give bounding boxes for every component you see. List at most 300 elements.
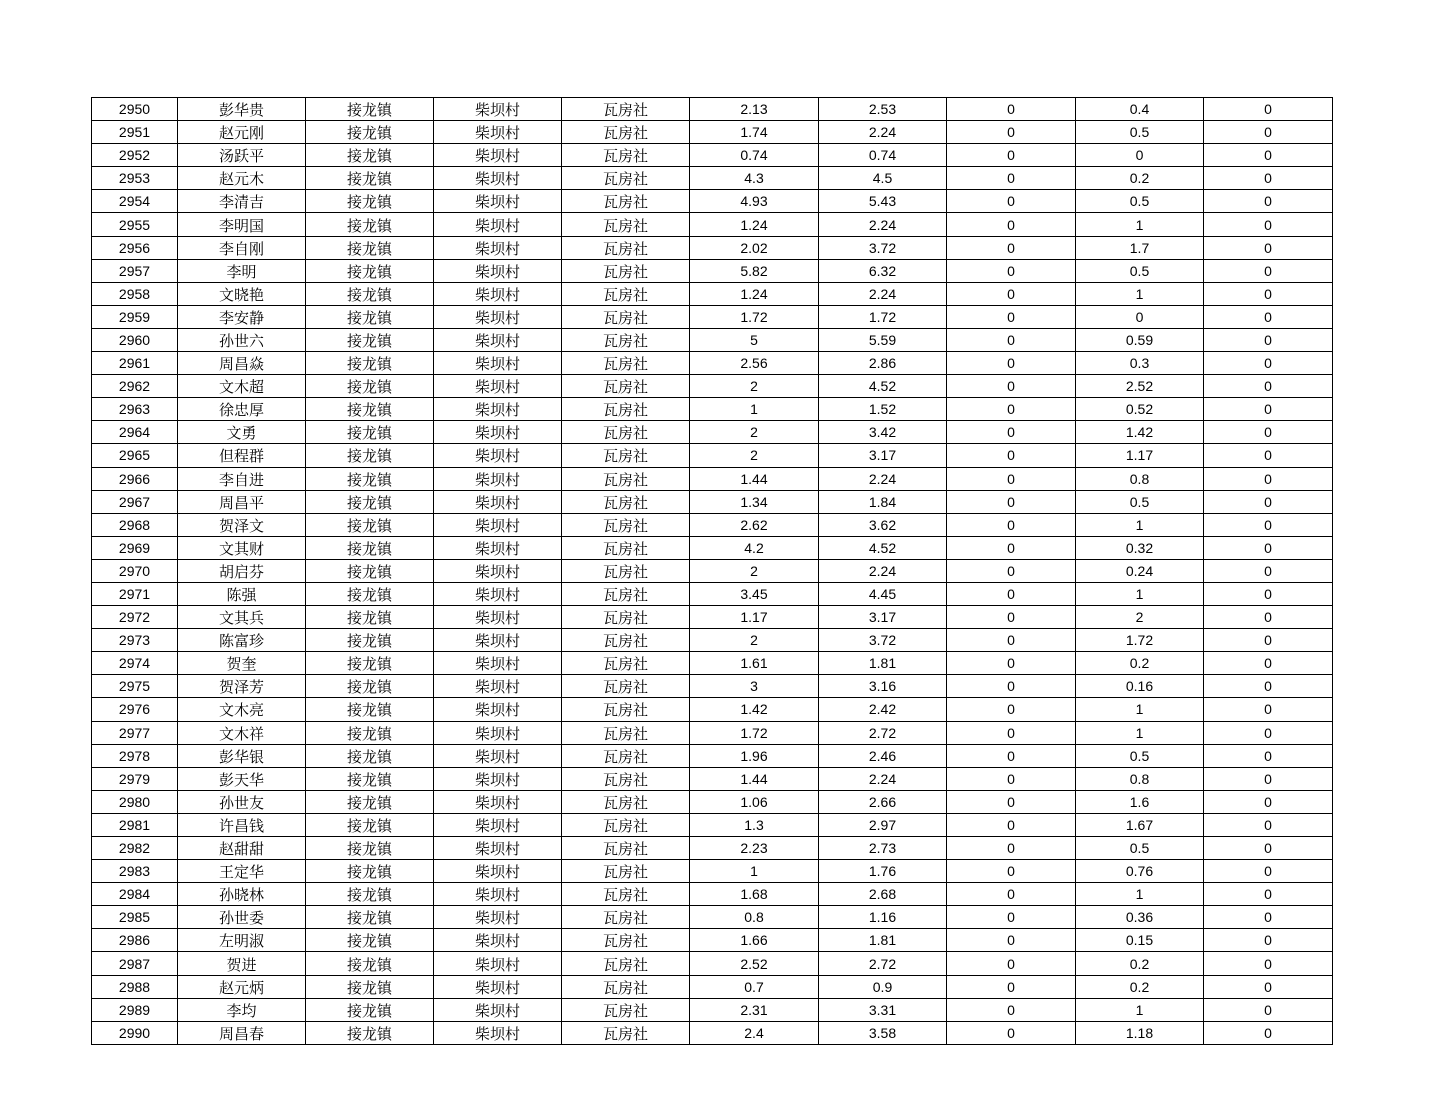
value-col-7-cell: 2.42 [819, 698, 947, 721]
value-col-7-cell: 4.5 [819, 167, 947, 190]
value-col-9-cell: 1 [1076, 513, 1204, 536]
name-cell: 孙世六 [178, 328, 306, 351]
table-row [92, 98, 1333, 121]
row-number-cell: 2978 [92, 744, 178, 767]
row-number-cell: 2986 [92, 929, 178, 952]
row-number-cell: 2980 [92, 790, 178, 813]
row-number-cell: 2969 [92, 536, 178, 559]
group-cell: 瓦房社 [562, 744, 690, 767]
value-col-7-cell: 0.9 [819, 975, 947, 998]
table-row [92, 790, 1333, 813]
value-col-7-cell: 1.72 [819, 305, 947, 328]
table-row [92, 352, 1333, 375]
table-row [92, 490, 1333, 513]
value-col-8-cell: 0 [947, 190, 1076, 213]
name-cell: 李自刚 [178, 236, 306, 259]
value-col-6-cell: 4.3 [690, 167, 819, 190]
value-col-9-cell: 0 [1076, 144, 1204, 167]
town-cell: 接龙镇 [306, 559, 434, 582]
value-col-6-cell: 2.4 [690, 1021, 819, 1044]
value-col-9-cell: 0.2 [1076, 952, 1204, 975]
town-cell: 接龙镇 [306, 144, 434, 167]
name-cell: 李自进 [178, 467, 306, 490]
table-row [92, 975, 1333, 998]
group-cell: 瓦房社 [562, 813, 690, 836]
name-cell: 彭华银 [178, 744, 306, 767]
row-number-cell: 2958 [92, 282, 178, 305]
value-col-9-cell: 1 [1076, 582, 1204, 605]
town-cell: 接龙镇 [306, 167, 434, 190]
village-cell: 柴坝村 [434, 98, 562, 121]
town-cell: 接龙镇 [306, 444, 434, 467]
row-number-cell: 2987 [92, 952, 178, 975]
value-col-10-cell: 0 [1204, 352, 1333, 375]
data-table [91, 97, 1333, 1045]
table-row [92, 721, 1333, 744]
group-cell: 瓦房社 [562, 767, 690, 790]
name-cell: 赵元木 [178, 167, 306, 190]
value-col-7-cell: 3.17 [819, 444, 947, 467]
value-col-6-cell: 5 [690, 328, 819, 351]
group-cell: 瓦房社 [562, 513, 690, 536]
value-col-9-cell: 0.5 [1076, 190, 1204, 213]
value-col-6-cell: 1.42 [690, 698, 819, 721]
value-col-8-cell: 0 [947, 790, 1076, 813]
table-row [92, 998, 1333, 1021]
value-col-9-cell: 0.3 [1076, 352, 1204, 375]
group-cell: 瓦房社 [562, 790, 690, 813]
value-col-7-cell: 4.52 [819, 536, 947, 559]
value-col-6-cell: 0.8 [690, 906, 819, 929]
table-row [92, 744, 1333, 767]
village-cell: 柴坝村 [434, 698, 562, 721]
value-col-6-cell: 3.45 [690, 582, 819, 605]
value-col-8-cell: 0 [947, 375, 1076, 398]
town-cell: 接龙镇 [306, 652, 434, 675]
value-col-10-cell: 0 [1204, 305, 1333, 328]
group-cell: 瓦房社 [562, 975, 690, 998]
row-number-cell: 2990 [92, 1021, 178, 1044]
town-cell: 接龙镇 [306, 328, 434, 351]
value-col-6-cell: 5.82 [690, 259, 819, 282]
value-col-6-cell: 2 [690, 629, 819, 652]
value-col-9-cell: 0.59 [1076, 328, 1204, 351]
village-cell: 柴坝村 [434, 121, 562, 144]
value-col-6-cell: 1.68 [690, 883, 819, 906]
table-row [92, 837, 1333, 860]
value-col-8-cell: 0 [947, 952, 1076, 975]
village-cell: 柴坝村 [434, 213, 562, 236]
value-col-9-cell: 1 [1076, 721, 1204, 744]
value-col-8-cell: 0 [947, 98, 1076, 121]
village-cell: 柴坝村 [434, 398, 562, 421]
value-col-6-cell: 0.7 [690, 975, 819, 998]
group-cell: 瓦房社 [562, 236, 690, 259]
group-cell: 瓦房社 [562, 190, 690, 213]
town-cell: 接龙镇 [306, 837, 434, 860]
value-col-8-cell: 0 [947, 236, 1076, 259]
town-cell: 接龙镇 [306, 536, 434, 559]
town-cell: 接龙镇 [306, 582, 434, 605]
town-cell: 接龙镇 [306, 906, 434, 929]
group-cell: 瓦房社 [562, 375, 690, 398]
table-row [92, 513, 1333, 536]
group-cell: 瓦房社 [562, 536, 690, 559]
name-cell: 胡启芬 [178, 559, 306, 582]
name-cell: 孙世友 [178, 790, 306, 813]
value-col-8-cell: 0 [947, 698, 1076, 721]
table-row [92, 606, 1333, 629]
value-col-7-cell: 2.24 [819, 282, 947, 305]
row-number-cell: 2968 [92, 513, 178, 536]
value-col-8-cell: 0 [947, 559, 1076, 582]
value-col-6-cell: 1.24 [690, 282, 819, 305]
value-col-9-cell: 0.4 [1076, 98, 1204, 121]
group-cell: 瓦房社 [562, 698, 690, 721]
town-cell: 接龙镇 [306, 998, 434, 1021]
town-cell: 接龙镇 [306, 121, 434, 144]
value-col-9-cell: 0.2 [1076, 167, 1204, 190]
value-col-8-cell: 0 [947, 467, 1076, 490]
value-col-10-cell: 0 [1204, 144, 1333, 167]
table-row [92, 952, 1333, 975]
value-col-10-cell: 0 [1204, 121, 1333, 144]
village-cell: 柴坝村 [434, 837, 562, 860]
table-row [92, 929, 1333, 952]
value-col-9-cell: 1 [1076, 282, 1204, 305]
name-cell: 汤跃平 [178, 144, 306, 167]
group-cell: 瓦房社 [562, 398, 690, 421]
value-col-10-cell: 0 [1204, 167, 1333, 190]
name-cell: 文其兵 [178, 606, 306, 629]
value-col-7-cell: 2.73 [819, 837, 947, 860]
row-number-cell: 2953 [92, 167, 178, 190]
village-cell: 柴坝村 [434, 582, 562, 605]
name-cell: 李均 [178, 998, 306, 1021]
row-number-cell: 2952 [92, 144, 178, 167]
village-cell: 柴坝村 [434, 305, 562, 328]
value-col-7-cell: 6.32 [819, 259, 947, 282]
value-col-10-cell: 0 [1204, 259, 1333, 282]
name-cell: 贺泽文 [178, 513, 306, 536]
value-col-10-cell: 0 [1204, 375, 1333, 398]
value-col-10-cell: 0 [1204, 398, 1333, 421]
value-col-8-cell: 0 [947, 652, 1076, 675]
value-col-8-cell: 0 [947, 721, 1076, 744]
value-col-10-cell: 0 [1204, 467, 1333, 490]
town-cell: 接龙镇 [306, 721, 434, 744]
row-number-cell: 2974 [92, 652, 178, 675]
row-number-cell: 2960 [92, 328, 178, 351]
group-cell: 瓦房社 [562, 929, 690, 952]
name-cell: 赵甜甜 [178, 837, 306, 860]
value-col-10-cell: 0 [1204, 975, 1333, 998]
value-col-7-cell: 3.17 [819, 606, 947, 629]
town-cell: 接龙镇 [306, 375, 434, 398]
town-cell: 接龙镇 [306, 698, 434, 721]
group-cell: 瓦房社 [562, 328, 690, 351]
value-col-7-cell: 1.81 [819, 929, 947, 952]
group-cell: 瓦房社 [562, 444, 690, 467]
row-number-cell: 2989 [92, 998, 178, 1021]
value-col-7-cell: 1.84 [819, 490, 947, 513]
row-number-cell: 2964 [92, 421, 178, 444]
value-col-7-cell: 3.72 [819, 629, 947, 652]
village-cell: 柴坝村 [434, 906, 562, 929]
value-col-7-cell: 3.58 [819, 1021, 947, 1044]
value-col-9-cell: 0.36 [1076, 906, 1204, 929]
value-col-7-cell: 2.24 [819, 767, 947, 790]
name-cell: 赵元炳 [178, 975, 306, 998]
value-col-7-cell: 5.59 [819, 328, 947, 351]
table-row [92, 328, 1333, 351]
value-col-6-cell: 2 [690, 444, 819, 467]
value-col-7-cell: 4.45 [819, 582, 947, 605]
row-number-cell: 2965 [92, 444, 178, 467]
village-cell: 柴坝村 [434, 421, 562, 444]
table-row [92, 652, 1333, 675]
value-col-10-cell: 0 [1204, 282, 1333, 305]
table-row [92, 1021, 1333, 1044]
value-col-9-cell: 0.5 [1076, 837, 1204, 860]
value-col-8-cell: 0 [947, 144, 1076, 167]
value-col-10-cell: 0 [1204, 883, 1333, 906]
value-col-10-cell: 0 [1204, 536, 1333, 559]
village-cell: 柴坝村 [434, 352, 562, 375]
group-cell: 瓦房社 [562, 883, 690, 906]
value-col-9-cell: 1.7 [1076, 236, 1204, 259]
value-col-10-cell: 0 [1204, 906, 1333, 929]
town-cell: 接龙镇 [306, 629, 434, 652]
value-col-10-cell: 0 [1204, 837, 1333, 860]
name-cell: 李清吉 [178, 190, 306, 213]
row-number-cell: 2971 [92, 582, 178, 605]
village-cell: 柴坝村 [434, 721, 562, 744]
value-col-10-cell: 0 [1204, 767, 1333, 790]
row-number-cell: 2954 [92, 190, 178, 213]
value-col-9-cell: 1.42 [1076, 421, 1204, 444]
village-cell: 柴坝村 [434, 998, 562, 1021]
row-number-cell: 2956 [92, 236, 178, 259]
value-col-10-cell: 0 [1204, 790, 1333, 813]
town-cell: 接龙镇 [306, 790, 434, 813]
table-row [92, 236, 1333, 259]
name-cell: 李明国 [178, 213, 306, 236]
name-cell: 周昌平 [178, 490, 306, 513]
value-col-7-cell: 2.97 [819, 813, 947, 836]
row-number-cell: 2957 [92, 259, 178, 282]
value-col-6-cell: 1.44 [690, 767, 819, 790]
name-cell: 孙世委 [178, 906, 306, 929]
town-cell: 接龙镇 [306, 975, 434, 998]
row-number-cell: 2951 [92, 121, 178, 144]
town-cell: 接龙镇 [306, 952, 434, 975]
name-cell: 文木亮 [178, 698, 306, 721]
village-cell: 柴坝村 [434, 167, 562, 190]
value-col-7-cell: 2.72 [819, 721, 947, 744]
value-col-8-cell: 0 [947, 490, 1076, 513]
group-cell: 瓦房社 [562, 998, 690, 1021]
group-cell: 瓦房社 [562, 860, 690, 883]
group-cell: 瓦房社 [562, 282, 690, 305]
group-cell: 瓦房社 [562, 98, 690, 121]
value-col-7-cell: 3.42 [819, 421, 947, 444]
name-cell: 贺进 [178, 952, 306, 975]
row-number-cell: 2963 [92, 398, 178, 421]
name-cell: 文勇 [178, 421, 306, 444]
group-cell: 瓦房社 [562, 629, 690, 652]
value-col-9-cell: 0 [1076, 305, 1204, 328]
row-number-cell: 2982 [92, 837, 178, 860]
name-cell: 徐忠厚 [178, 398, 306, 421]
value-col-8-cell: 0 [947, 121, 1076, 144]
value-col-10-cell: 0 [1204, 236, 1333, 259]
value-col-6-cell: 2.31 [690, 998, 819, 1021]
table-row [92, 375, 1333, 398]
town-cell: 接龙镇 [306, 860, 434, 883]
row-number-cell: 2959 [92, 305, 178, 328]
value-col-8-cell: 0 [947, 998, 1076, 1021]
value-col-10-cell: 0 [1204, 698, 1333, 721]
table-row [92, 813, 1333, 836]
town-cell: 接龙镇 [306, 236, 434, 259]
town-cell: 接龙镇 [306, 213, 434, 236]
row-number-cell: 2961 [92, 352, 178, 375]
table-row [92, 144, 1333, 167]
row-number-cell: 2975 [92, 675, 178, 698]
group-cell: 瓦房社 [562, 467, 690, 490]
town-cell: 接龙镇 [306, 929, 434, 952]
table-row [92, 582, 1333, 605]
value-col-8-cell: 0 [947, 398, 1076, 421]
value-col-10-cell: 0 [1204, 652, 1333, 675]
town-cell: 接龙镇 [306, 767, 434, 790]
value-col-6-cell: 0.74 [690, 144, 819, 167]
table-row [92, 213, 1333, 236]
name-cell: 王定华 [178, 860, 306, 883]
value-col-9-cell: 0.2 [1076, 652, 1204, 675]
value-col-10-cell: 0 [1204, 929, 1333, 952]
value-col-8-cell: 0 [947, 1021, 1076, 1044]
value-col-10-cell: 0 [1204, 1021, 1333, 1044]
value-col-8-cell: 0 [947, 606, 1076, 629]
value-col-8-cell: 0 [947, 906, 1076, 929]
value-col-9-cell: 0.8 [1076, 767, 1204, 790]
table-row [92, 883, 1333, 906]
name-cell: 文木祥 [178, 721, 306, 744]
value-col-6-cell: 2 [690, 375, 819, 398]
town-cell: 接龙镇 [306, 490, 434, 513]
village-cell: 柴坝村 [434, 767, 562, 790]
table-row [92, 398, 1333, 421]
value-col-9-cell: 0.8 [1076, 467, 1204, 490]
row-number-cell: 2966 [92, 467, 178, 490]
table-row [92, 860, 1333, 883]
name-cell: 李明 [178, 259, 306, 282]
value-col-7-cell: 0.74 [819, 144, 947, 167]
table-row [92, 698, 1333, 721]
group-cell: 瓦房社 [562, 1021, 690, 1044]
value-col-10-cell: 0 [1204, 860, 1333, 883]
value-col-9-cell: 1 [1076, 213, 1204, 236]
group-cell: 瓦房社 [562, 352, 690, 375]
row-number-cell: 2955 [92, 213, 178, 236]
value-col-6-cell: 1.34 [690, 490, 819, 513]
value-col-9-cell: 1 [1076, 698, 1204, 721]
village-cell: 柴坝村 [434, 1021, 562, 1044]
value-col-7-cell: 2.72 [819, 952, 947, 975]
value-col-7-cell: 2.86 [819, 352, 947, 375]
row-number-cell: 2950 [92, 98, 178, 121]
value-col-10-cell: 0 [1204, 213, 1333, 236]
value-col-8-cell: 0 [947, 860, 1076, 883]
table-row [92, 675, 1333, 698]
value-col-7-cell: 2.24 [819, 121, 947, 144]
village-cell: 柴坝村 [434, 536, 562, 559]
value-col-8-cell: 0 [947, 883, 1076, 906]
value-col-8-cell: 0 [947, 675, 1076, 698]
value-col-6-cell: 1.96 [690, 744, 819, 767]
value-col-6-cell: 1.61 [690, 652, 819, 675]
table-row [92, 167, 1333, 190]
value-col-7-cell: 3.72 [819, 236, 947, 259]
value-col-8-cell: 0 [947, 837, 1076, 860]
value-col-6-cell: 1.72 [690, 305, 819, 328]
village-cell: 柴坝村 [434, 282, 562, 305]
name-cell: 左明淑 [178, 929, 306, 952]
value-col-8-cell: 0 [947, 328, 1076, 351]
value-col-9-cell: 0.32 [1076, 536, 1204, 559]
value-col-10-cell: 0 [1204, 813, 1333, 836]
value-col-6-cell: 1.06 [690, 790, 819, 813]
value-col-7-cell: 2.24 [819, 213, 947, 236]
village-cell: 柴坝村 [434, 513, 562, 536]
value-col-6-cell: 2.13 [690, 98, 819, 121]
village-cell: 柴坝村 [434, 375, 562, 398]
value-col-9-cell: 1.18 [1076, 1021, 1204, 1044]
name-cell: 李安静 [178, 305, 306, 328]
value-col-10-cell: 0 [1204, 606, 1333, 629]
town-cell: 接龙镇 [306, 606, 434, 629]
value-col-6-cell: 1.24 [690, 213, 819, 236]
value-col-6-cell: 1.74 [690, 121, 819, 144]
value-col-9-cell: 0.5 [1076, 259, 1204, 282]
village-cell: 柴坝村 [434, 328, 562, 351]
value-col-7-cell: 3.16 [819, 675, 947, 698]
value-col-9-cell: 0.52 [1076, 398, 1204, 421]
value-col-8-cell: 0 [947, 513, 1076, 536]
village-cell: 柴坝村 [434, 790, 562, 813]
value-col-6-cell: 2 [690, 559, 819, 582]
group-cell: 瓦房社 [562, 421, 690, 444]
value-col-10-cell: 0 [1204, 721, 1333, 744]
town-cell: 接龙镇 [306, 305, 434, 328]
value-col-7-cell: 2.68 [819, 883, 947, 906]
name-cell: 周昌春 [178, 1021, 306, 1044]
value-col-10-cell: 0 [1204, 559, 1333, 582]
group-cell: 瓦房社 [562, 559, 690, 582]
value-col-9-cell: 0.5 [1076, 490, 1204, 513]
village-cell: 柴坝村 [434, 259, 562, 282]
village-cell: 柴坝村 [434, 883, 562, 906]
value-col-9-cell: 1.6 [1076, 790, 1204, 813]
value-col-6-cell: 2.02 [690, 236, 819, 259]
name-cell: 彭华贵 [178, 98, 306, 121]
name-cell: 彭天华 [178, 767, 306, 790]
value-col-7-cell: 1.16 [819, 906, 947, 929]
name-cell: 孙晓林 [178, 883, 306, 906]
village-cell: 柴坝村 [434, 490, 562, 513]
